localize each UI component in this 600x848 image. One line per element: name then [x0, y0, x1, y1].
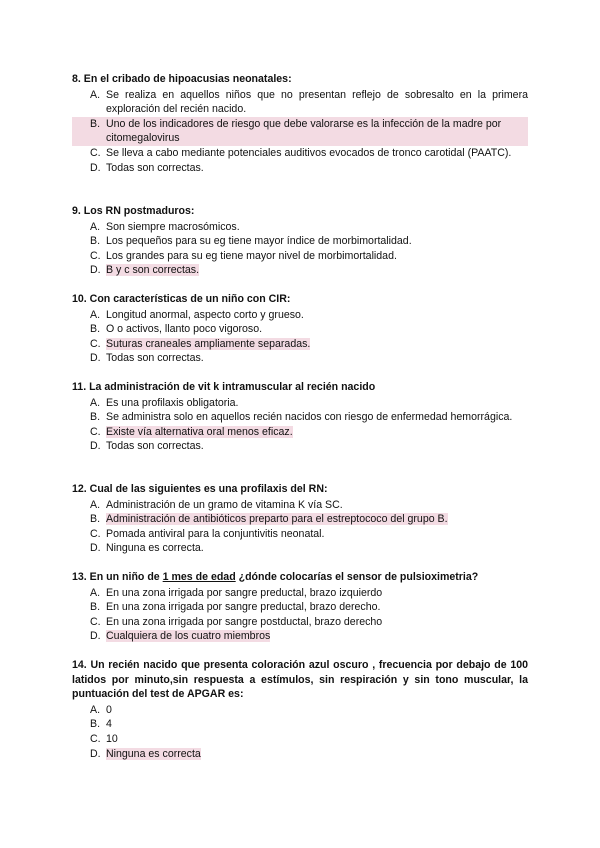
option-letter: A.: [90, 396, 101, 409]
option-text: [106, 263, 528, 278]
option-text: Uno de los indicadores de riesgo que debe valorarse es la infección de la madre por citomegalovirus: [106, 117, 502, 145]
option-letter: B.: [90, 513, 101, 526]
question-title: 8. En el cribado de hipoacusias neonatales:: [72, 73, 292, 85]
question-title: 11. La administración de vit k intramuscular al recién nacido: [72, 381, 376, 393]
question-13: [72, 570, 528, 644]
option-text: Pomada antiviral para la conjuntivitis neonatal.: [106, 527, 325, 540]
option-b: [72, 322, 528, 337]
option-a: [72, 703, 528, 718]
option-text: [106, 629, 528, 644]
option-text: Son siempre macrosómicos.: [106, 220, 240, 233]
option-a: [72, 308, 528, 323]
answer-highlight: Ninguna es correcta: [106, 747, 201, 760]
option-text: Ninguna es correcta.: [106, 542, 204, 555]
option-d-highlighted: [72, 263, 528, 278]
option-text: [106, 337, 528, 352]
option-b: [72, 717, 528, 732]
option-text: Todas son correctas.: [106, 352, 204, 365]
option-letter: B.: [90, 117, 101, 130]
option-c: [72, 527, 528, 542]
option-text: [106, 425, 528, 440]
option-b: [72, 410, 528, 425]
option-text: [106, 747, 528, 762]
option-letter: D.: [90, 747, 101, 760]
option-b-highlighted: [72, 117, 528, 146]
option-c: [72, 249, 528, 264]
option-letter: A.: [90, 498, 101, 511]
option-text: En una zona irrigada por sangre preductal, brazo izquierdo: [106, 586, 383, 599]
option-d-highlighted: [72, 747, 528, 762]
option-text: Administración de un gramo de vitamina K vía SC.: [106, 498, 343, 511]
question-title: 14. Un recién nacido que presenta coloración azul oscuro , frecuencia por debajo de 100 latidos por minuto,sin respuesta a estímulos, sin respiración y sin tono muscular, la puntuación del test de APGAR es:: [72, 659, 528, 701]
option-text: [106, 512, 528, 527]
question-14: [72, 658, 528, 761]
option-text: O o activos, llanto poco vigoroso.: [106, 323, 263, 336]
option-b-highlighted: [72, 512, 528, 527]
option-letter: D.: [90, 440, 101, 453]
option-text: 4: [106, 718, 112, 731]
answer-highlight: Existe vía alternativa oral menos eficaz.: [106, 425, 293, 438]
option-letter: C.: [90, 425, 101, 438]
option-letter: D.: [90, 161, 101, 174]
question-title-end: ¿dónde colocarías el sensor de pulsioximetria?: [235, 571, 479, 583]
option-text: Todas son correctas.: [106, 161, 204, 174]
option-text: Longitud anormal, aspecto corto y grueso.: [106, 308, 304, 321]
option-text: Los grandes para su eg tiene mayor nivel de morbimortalidad.: [106, 249, 397, 262]
question-8: [72, 72, 528, 175]
answer-highlight: Administración de antibióticos preparto para el estreptococo del grupo B.: [106, 513, 448, 526]
option-text: En una zona irrigada por sangre preductal, brazo derecho.: [106, 601, 381, 614]
answer-highlight: B y c son correctas.: [106, 264, 200, 277]
option-letter: D.: [90, 352, 101, 365]
option-letter: C.: [90, 732, 101, 745]
option-letter: D.: [90, 264, 101, 277]
option-letter: C.: [90, 249, 101, 262]
option-a: [72, 220, 528, 235]
option-c-highlighted: [72, 425, 528, 440]
option-a: [72, 586, 528, 601]
option-letter: C.: [90, 527, 101, 540]
question-title: 9. Los RN postmaduros:: [72, 205, 195, 217]
option-a: [72, 88, 528, 117]
question-10: [72, 292, 528, 366]
option-text: Se realiza en aquellos niños que no presentan reflejo de sobresalto en la primera exploración del recién nacido.: [106, 88, 528, 116]
question-title: [72, 570, 528, 585]
question-title-start: 13. En un niño de: [72, 571, 163, 583]
option-letter: A.: [90, 586, 101, 599]
option-letter: C.: [90, 146, 101, 159]
option-c: [72, 615, 528, 630]
question-title-underlined: 1 mes de edad: [162, 571, 236, 583]
option-letter: B.: [90, 235, 101, 248]
option-letter: A.: [90, 220, 101, 233]
option-d: [72, 541, 528, 556]
option-letter: D.: [90, 630, 101, 643]
option-text: Los pequeños para su eg tiene mayor índice de morbimortalidad.: [106, 235, 412, 248]
option-b: [72, 600, 528, 615]
question-12: [72, 482, 528, 556]
question-title: 12. Cual de las siguientes es una profilaxis del RN:: [72, 483, 328, 495]
option-letter: B.: [90, 411, 101, 424]
option-d: [72, 161, 528, 176]
option-letter: B.: [90, 323, 101, 336]
option-text: Se lleva a cabo mediante potenciales auditivos evocados de tronco carotidal (PAATC).: [106, 146, 512, 159]
option-letter: B.: [90, 601, 101, 614]
option-d-highlighted: [72, 629, 528, 644]
option-c: [72, 146, 528, 161]
option-c-highlighted: [72, 337, 528, 352]
option-text: Todas son correctas.: [106, 440, 204, 453]
option-letter: B.: [90, 718, 101, 731]
option-letter: D.: [90, 542, 101, 555]
option-d: [72, 351, 528, 366]
question-9: [72, 204, 528, 278]
question-title: 10. Con características de un niño con CIR:: [72, 293, 291, 305]
question-11: [72, 380, 528, 454]
answer-highlight: Suturas craneales ampliamente separadas.: [106, 337, 311, 350]
option-letter: A.: [90, 703, 101, 716]
option-b: [72, 234, 528, 249]
option-a: [72, 498, 528, 513]
option-text: Se administra solo en aquellos recién nacidos con riesgo de enfermedad hemorrágica.: [106, 411, 513, 424]
option-text: 0: [106, 703, 112, 716]
option-a: [72, 396, 528, 411]
option-letter: C.: [90, 337, 101, 350]
option-letter: A.: [90, 88, 101, 101]
option-letter: C.: [90, 615, 101, 628]
option-text: Es una profilaxis obligatoria.: [106, 396, 239, 409]
answer-highlight: Cualquiera de los cuatro miembros: [106, 630, 271, 643]
option-text: 10: [106, 732, 118, 745]
option-c: [72, 732, 528, 747]
option-d: [72, 439, 528, 454]
option-text: En una zona irrigada por sangre postductal, brazo derecho: [106, 615, 383, 628]
option-letter: A.: [90, 308, 101, 321]
